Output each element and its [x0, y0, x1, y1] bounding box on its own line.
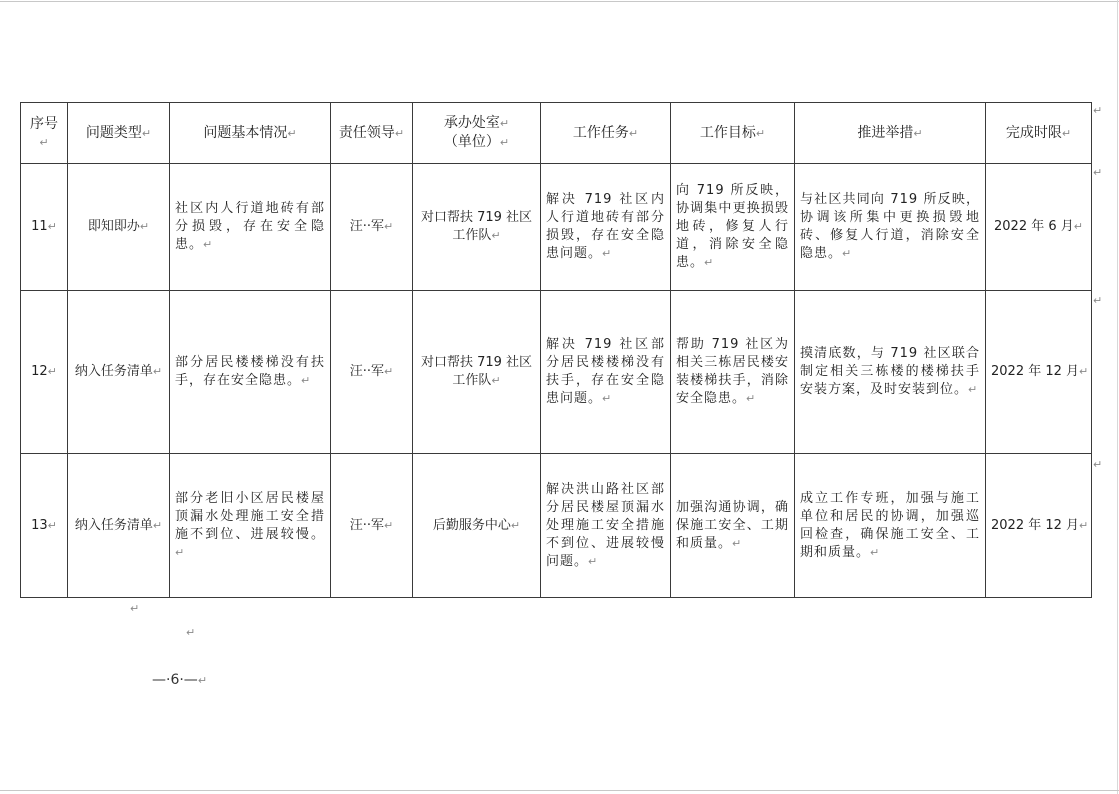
issue-situation: 部分居民楼楼梯没有扶手，存在安全隐患。↵ [170, 291, 331, 454]
work-task: 解决 719 社区部分居民楼楼梯没有扶手，存在安全隐患问题。↵ [541, 291, 671, 454]
issue-type: 即知即办↵ [68, 164, 170, 291]
row-number: 12↵ [21, 291, 68, 454]
work-goal: 帮助 719 社区为相关三栋居民楼安装楼梯扶手，消除安全隐患。↵ [671, 291, 795, 454]
header-cell: 推进举措↵ [795, 103, 986, 164]
header-row [21, 103, 1092, 164]
issue-type: 纳入任务清单↵ [68, 454, 170, 598]
header-cell: 序号↵ [21, 103, 68, 164]
page-bottom-edge [0, 790, 1119, 791]
work-goal: 加强沟通协调，确保施工安全、工期和质量。↵ [671, 454, 795, 598]
page-right-edge [1117, 0, 1118, 794]
responsible-leader: 汪··军↵ [331, 291, 413, 454]
header-cell: 责任领导↵ [331, 103, 413, 164]
row-number: 11↵ [21, 164, 68, 291]
row-end-mark: ↵ [1093, 458, 1103, 471]
paragraph-mark: ↵ [130, 602, 140, 615]
header-cell: 工作任务↵ [541, 103, 671, 164]
measures: 摸清底数，与 719 社区联合制定相关三栋楼的楼梯扶手安装方案，及时安装到位。↵ [795, 291, 986, 454]
deadline: 2022 年 12 月↵ [986, 454, 1092, 598]
row-number: 13↵ [21, 454, 68, 598]
header-cell: 完成时限↵ [986, 103, 1092, 164]
measures: 与社区共同向 719 所反映，协调该所集中更换损毁地砖、修复人行道，消除安全隐患。↵ [795, 164, 986, 291]
task-table [20, 102, 1092, 598]
header-cell: 承办处室↵ （单位）↵ [413, 103, 541, 164]
table-row [21, 454, 1092, 598]
deadline: 2022 年 12 月↵ [986, 291, 1092, 454]
header-cell: 问题类型↵ [68, 103, 170, 164]
row-end-mark: ↵ [1093, 104, 1103, 117]
responsible-leader: 汪··军↵ [331, 164, 413, 291]
measures: 成立工作专班，加强与施工单位和居民的协调，加强巡回检查，确保施工安全、工期和质量。↵ [795, 454, 986, 598]
header-cell: 工作目标↵ [671, 103, 795, 164]
responsible-leader: 汪··军↵ [331, 454, 413, 598]
issue-type: 纳入任务清单↵ [68, 291, 170, 454]
page-number: —·6·—↵ [152, 672, 208, 688]
deadline: 2022 年 6 月↵ [986, 164, 1092, 291]
paragraph-mark: ↵ [186, 626, 196, 639]
row-end-mark: ↵ [1093, 166, 1103, 179]
issue-situation: 部分老旧小区居民楼屋顶漏水处理施工安全措施不到位、进展较慢。↵ [170, 454, 331, 598]
work-task: 解决洪山路社区部分居民楼屋顶漏水处理施工安全措施不到位、进展较慢问题。↵ [541, 454, 671, 598]
table-row [21, 291, 1092, 454]
row-end-mark: ↵ [1093, 294, 1103, 307]
work-goal: 向 719 所反映，协调集中更换损毁地砖，修复人行道，消除安全隐患。↵ [671, 164, 795, 291]
work-task: 解决 719 社区内人行道地砖有部分损毁，存在安全隐患问题。↵ [541, 164, 671, 291]
handling-office: 后勤服务中心↵ [413, 454, 541, 598]
table-row [21, 164, 1092, 291]
header-cell: 问题基本情况↵ [170, 103, 331, 164]
handling-office: 对口帮扶 719 社区工作队↵ [413, 291, 541, 454]
page-top-edge [0, 1, 1119, 2]
handling-office: 对口帮扶 719 社区工作队↵ [413, 164, 541, 291]
issue-situation: 社区内人行道地砖有部分损毁，存在安全隐患。↵ [170, 164, 331, 291]
